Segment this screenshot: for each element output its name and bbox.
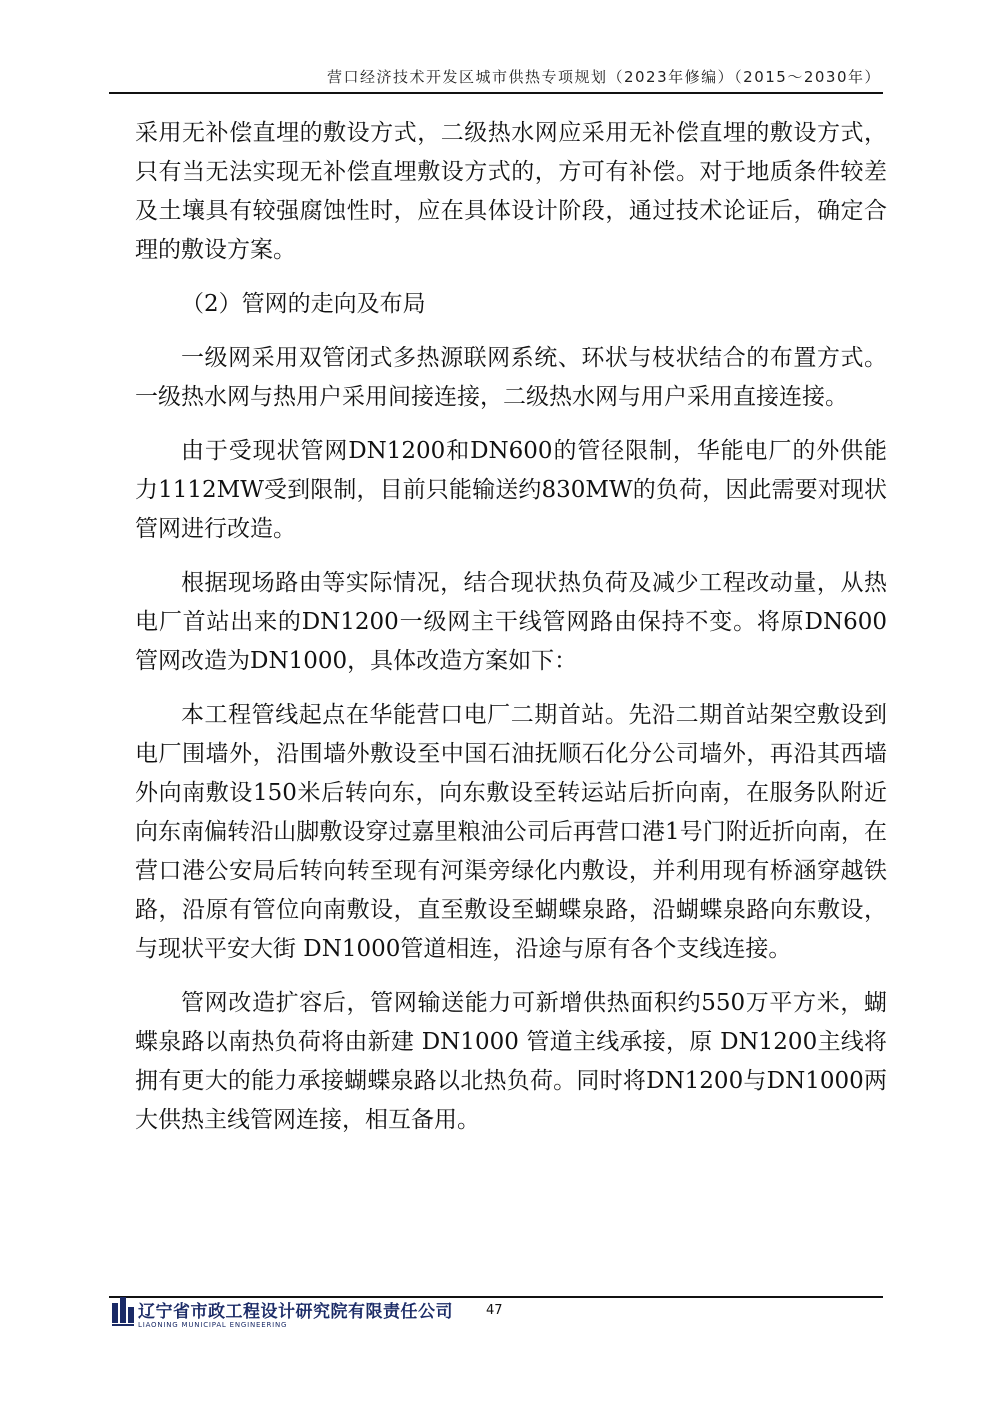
document-body	[135, 114, 887, 1155]
header-title: 营口经济技术开发区城市供热专项规划（2023年修编）（2015～2030年）	[326, 68, 881, 86]
company-logo	[112, 1297, 453, 1329]
paragraph: 采用无补偿直埋的敷设方式，二级热水网应采用无补偿直埋的敷设方式，只有当无法实现无补偿直埋敷设方式的，方可有补偿。对于地质条件较差及土壤具有较强腐蚀性时，应在具体设计阶段，通过技术论证后，确定合理的敷设方案。	[135, 120, 887, 263]
paragraph: 管网改造扩容后，管网输送能力可新增供热面积约550万平方米，蝴蝶泉路以南热负荷将由新建 DN1000 管道主线承接，原 DN1200主线将拥有更大的能力承接蝴蝶泉路以北热负荷。同时将DN1200与DN1000两大供热主线管网连接，相互备用。	[135, 990, 887, 1133]
company-name: 辽宁省市政工程设计研究院有限责任公司	[138, 1302, 453, 1322]
header-divider	[109, 92, 883, 94]
section-heading: （2）管网的走向及布局	[181, 291, 426, 317]
paragraph: 一级网采用双管闭式多热源联网系统、环状与枝状结合的布置方式。一级热水网与热用户采用间接连接，二级热水网与用户采用直接连接。	[135, 345, 887, 410]
building-logo-icon	[112, 1297, 134, 1327]
paragraph: 本工程管线起点在华能营口电厂二期首站。先沿二期首站架空敷设到电厂围墙外，沿围墙外敷设至中国石油抚顺石化分公司墙外，再沿其西墙外向南敷设150米后转向东，向东敷设至转运站后折向南，在服务队附近向东南偏转沿山脚敷设穿过嘉里粮油公司后再营口港1号门附近折向南，在营口港公安局后转向转至现有河渠旁绿化内敷设，并利用现有桥涵穿越铁路，沿原有管位向南敷设，直至敷设至蝴蝶泉路，沿蝴蝶泉路向东敷设，与现状平安大街 DN1000管道相连，沿途与原有各个支线连接。	[135, 702, 887, 962]
page-number: 47	[486, 1303, 503, 1318]
paragraph: 由于受现状管网DN1200和DN600的管径限制，华能电厂的外供能力1112MW受到限制，目前只能输送约830MW的负荷，因此需要对现状管网进行改造。	[135, 438, 887, 542]
company-name-en: LIAONING MUNICIPAL ENGINEERING	[138, 1321, 288, 1329]
paragraph: 根据现场路由等实际情况，结合现状热负荷及减少工程改动量，从热电厂首站出来的DN1200一级网主干线管网路由保持不变。将原DN600管网改造为DN1000，具体改造方案如下：	[135, 570, 887, 674]
